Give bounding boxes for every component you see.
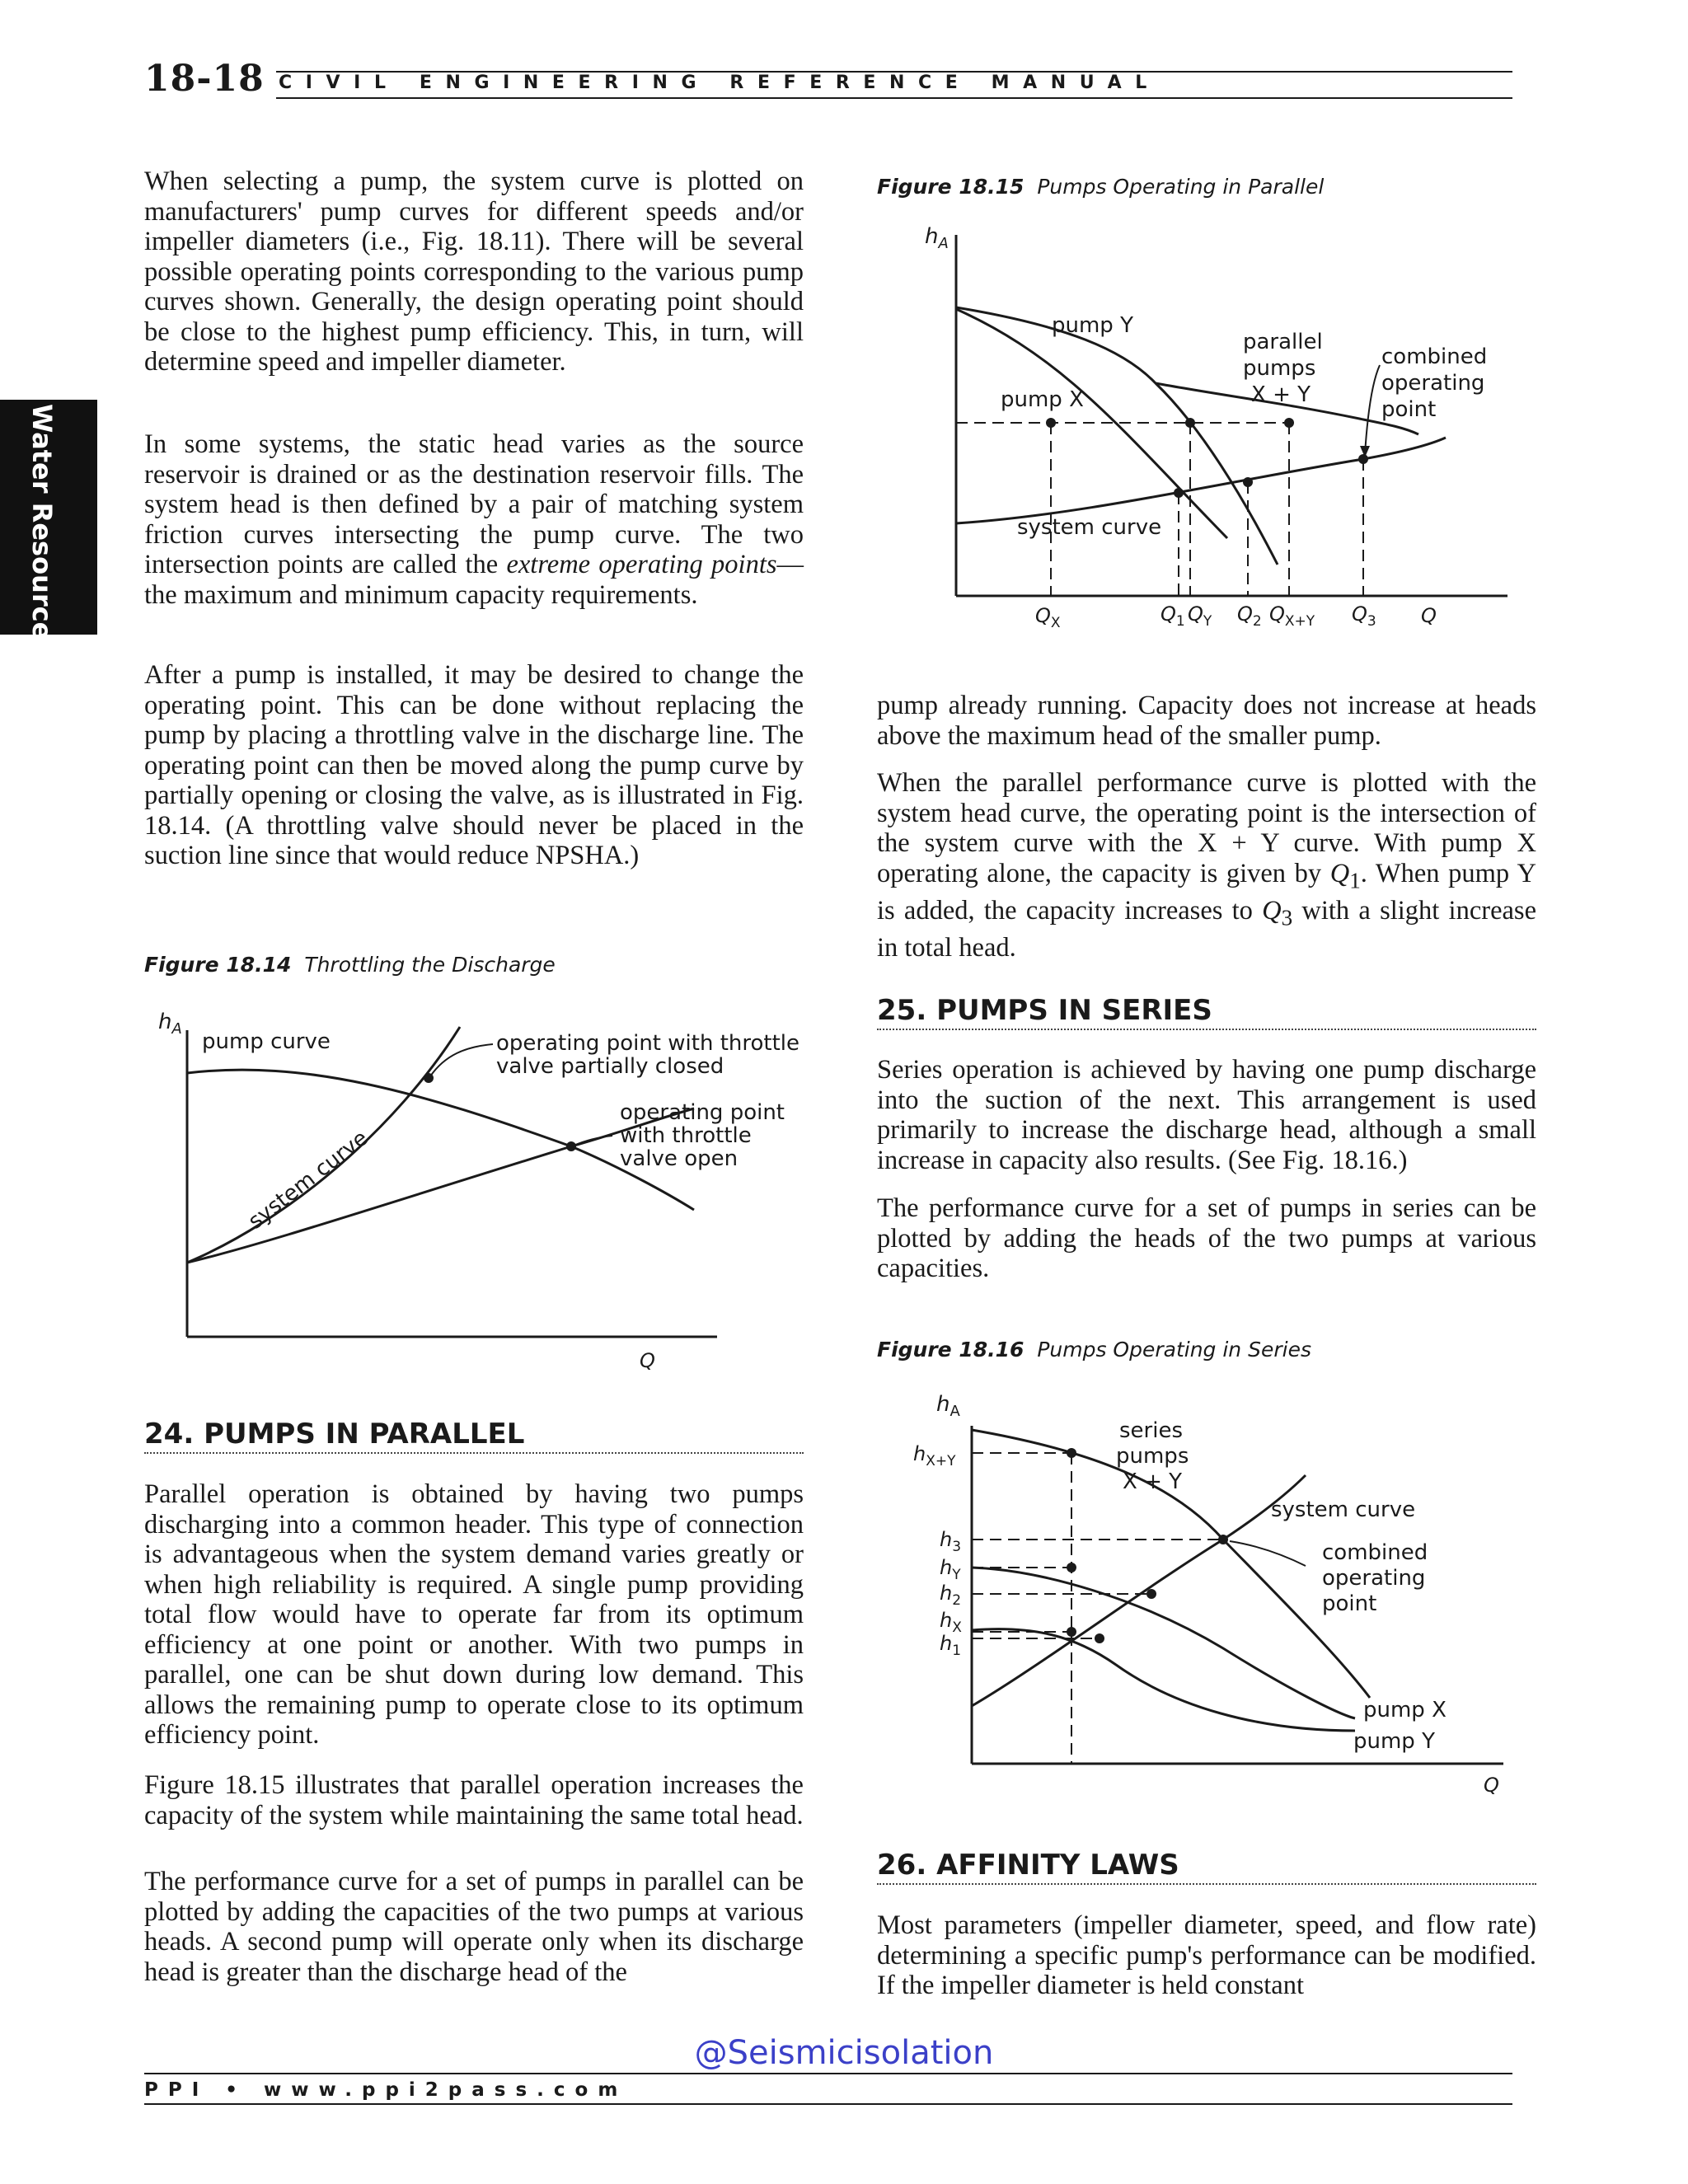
parallel-label: X + Y bbox=[1251, 382, 1311, 407]
pump-y-operating-point bbox=[1243, 477, 1253, 487]
paragraph: The performance curve for a set of pumps in parallel can be plotted by adding the capacities of the two pumps at various heads. A second pump will operate only when its discharge head is greater than the discharge head of the bbox=[144, 1867, 804, 1987]
right-para-3 bbox=[877, 1055, 1536, 1175]
leader-arrow bbox=[1230, 1541, 1306, 1566]
left-para-1 bbox=[144, 166, 804, 377]
parallel-label: pumps bbox=[1243, 356, 1316, 381]
left-para-4 bbox=[144, 1479, 804, 1750]
right-para-4 bbox=[877, 1193, 1536, 1284]
section-rule bbox=[144, 1452, 804, 1454]
pump-x-operating-point bbox=[1174, 488, 1184, 498]
tick-label: $Q_3$ bbox=[1352, 602, 1376, 630]
figure-caption bbox=[877, 175, 1324, 199]
x-axis-label: Q bbox=[1484, 1774, 1499, 1797]
para-text: with a slight increase in total head. bbox=[877, 895, 1536, 963]
y-axis-label: $h_A$ bbox=[158, 1010, 182, 1038]
pump-y-label: pump Y bbox=[1052, 313, 1133, 338]
paragraph bbox=[877, 768, 1536, 963]
system-curve-label: system curve bbox=[1271, 1497, 1416, 1522]
math-var: Q bbox=[1329, 858, 1350, 888]
para-text: . When pump Y is added, the capacity increases to bbox=[877, 858, 1536, 926]
open-point-label: valve open bbox=[620, 1146, 738, 1171]
watermark: @Seismicisolation bbox=[694, 2034, 994, 2072]
system-curve-throttled bbox=[187, 1027, 460, 1263]
combined-label: point bbox=[1381, 397, 1437, 422]
math-var: Q bbox=[1262, 895, 1282, 926]
footer-rule-bottom bbox=[144, 2103, 1512, 2105]
paragraph: Parallel operation is obtained by having two pumps discharging into a common header. This type of connection is advantageous when the system demand varies greatly or when high reliability is required. A single pump providing total flow would have to operate far from its optimum efficiency at one point or another. With two pumps in parallel, one can be shut down during low demand. This allows the remaining pump to operate close to its optimum efficiency point. bbox=[144, 1479, 804, 1750]
tick-label: $Q_X$ bbox=[1035, 604, 1061, 631]
leader-arrow bbox=[430, 1044, 493, 1076]
paragraph: When selecting a pump, the system curve is plotted on manufacturers' pump curves for different speeds and/or impeller diameters (i.e., Fig. 18.11). There will be several possible operating points corresponding to the various pump curves shown. Generally, the design operating point should be close to the highest pump efficiency. This, in turn, will determine speed and impeller diameter. bbox=[144, 166, 804, 377]
term-emphasis: extreme operating points bbox=[506, 550, 777, 579]
pump-y-point bbox=[1067, 1563, 1076, 1572]
system-curve-label: system curve bbox=[243, 1126, 373, 1235]
paragraph bbox=[144, 429, 804, 610]
right-para-1 bbox=[877, 691, 1536, 751]
footer-ppi: PPI • www.ppi2pass.com bbox=[144, 2079, 628, 2101]
pump-curve-line bbox=[187, 1070, 694, 1210]
math-sub: 1 bbox=[1349, 868, 1361, 893]
figure-caption bbox=[144, 953, 556, 977]
figure-number: Figure 18.16 bbox=[877, 1338, 1025, 1361]
paragraph: The performance curve for a set of pumps in series can be plotted by adding the heads of the two pumps at various capacities. bbox=[877, 1193, 1536, 1283]
h-label: $h_1$ bbox=[940, 1632, 962, 1659]
figure-parallel-diagram bbox=[877, 218, 1536, 647]
footer-rule bbox=[144, 2073, 1512, 2074]
series-label: pumps bbox=[1116, 1444, 1189, 1469]
system-curve-label: system curve bbox=[1017, 515, 1162, 540]
x-axis-label: Q bbox=[640, 1349, 655, 1372]
x-axis-label: Q bbox=[1421, 604, 1437, 627]
pump-x-label: pump X bbox=[1001, 387, 1084, 412]
series-label: series bbox=[1119, 1418, 1183, 1443]
y-axis-label: $h_A$ bbox=[925, 224, 949, 252]
figure-title: Pumps Operating in Series bbox=[1037, 1338, 1311, 1361]
pump-y-curve bbox=[972, 1568, 1355, 1718]
pump-y-point bbox=[1185, 418, 1195, 428]
leader-arrow bbox=[1365, 365, 1380, 454]
figure-number: Figure 18.14 bbox=[144, 953, 292, 977]
paragraph: Series operation is achieved by having one pump discharge into the suction of the next. This arrangement is used primarily to increase the discharge head, although a small increase in capacity also results. (See Fig. 18.16.) bbox=[877, 1055, 1536, 1175]
left-para-5 bbox=[144, 1770, 804, 1830]
figure-number: Figure 18.15 bbox=[877, 175, 1025, 199]
parallel-label: parallel bbox=[1243, 330, 1323, 354]
pump-x-operating-point bbox=[1095, 1633, 1104, 1643]
page-number: 18-18 bbox=[144, 58, 265, 100]
combined-label: point bbox=[1322, 1591, 1377, 1616]
y-axis-label: $h_A$ bbox=[936, 1392, 960, 1420]
combined-label: combined bbox=[1381, 344, 1488, 369]
pump-curve-label: pump curve bbox=[202, 1029, 331, 1054]
figure-caption bbox=[877, 1338, 1311, 1361]
left-para-6 bbox=[144, 1867, 804, 1987]
paragraph: Figure 18.15 illustrates that parallel operation increases the capacity of the system while maintaining the same total head. bbox=[144, 1770, 804, 1830]
tick-label: $Q_2$ bbox=[1237, 602, 1262, 630]
left-para-3 bbox=[144, 660, 804, 871]
section-rule bbox=[877, 1883, 1536, 1885]
system-curve-open bbox=[187, 1108, 694, 1263]
series-label: X + Y bbox=[1123, 1469, 1183, 1494]
section-heading: 26. AFFINITY LAWS bbox=[877, 1849, 1179, 1882]
header-rule bbox=[276, 71, 1512, 73]
combined-label: operating bbox=[1322, 1566, 1426, 1591]
section-heading: 25. PUMPS IN SERIES bbox=[877, 994, 1212, 1027]
math-sub: 3 bbox=[1281, 905, 1293, 930]
section-rule bbox=[877, 1029, 1536, 1030]
h-label: $h_Y$ bbox=[940, 1556, 961, 1583]
h-label: $h_2$ bbox=[940, 1582, 962, 1609]
tick-label: $Q_1$ bbox=[1160, 602, 1185, 630]
header-rule-bottom bbox=[276, 97, 1512, 99]
pump-x-point bbox=[1067, 1627, 1076, 1637]
throttled-point-label: operating point with throttle bbox=[496, 1031, 799, 1056]
combined-operating-point bbox=[1218, 1535, 1228, 1544]
open-point-label: operating point bbox=[620, 1100, 785, 1125]
running-title: CIVIL ENGINEERING REFERENCE MANUAL bbox=[279, 73, 1160, 93]
operating-point-open bbox=[566, 1141, 576, 1151]
figure-title: Pumps Operating in Parallel bbox=[1037, 175, 1325, 199]
tick-label: $Q_{X+Y}$ bbox=[1269, 602, 1315, 630]
system-curve-line bbox=[972, 1475, 1306, 1706]
para-text: When the parallel performance curve is plotted with the system head curve, the operating point is the intersection of the system curve with the X + Y curve. With pump X operating alone, the capacity is given by bbox=[877, 768, 1536, 888]
combined-operating-point bbox=[1358, 454, 1368, 464]
combined-label: operating bbox=[1381, 371, 1485, 396]
pump-y-label: pump Y bbox=[1353, 1729, 1435, 1754]
open-point-label: with throttle bbox=[620, 1123, 752, 1148]
paragraph: Most parameters (impeller diameter, speed, and flow rate) determining a specific pump's performance can be modified. If the impeller diameter is held constant bbox=[877, 1910, 1536, 2000]
paragraph: After a pump is installed, it may be desired to change the operating point. This can be done without replacing the pump by placing a throttling valve in the discharge line. The operating point can then be moved along the pump curve by partially opening or closing the valve, as is illustrated in Fig. 18.14. (A throttling valve should never be placed in the suction line since that would reduce NPSHA.) bbox=[144, 660, 804, 870]
side-tab-label: Water Resources bbox=[26, 404, 58, 656]
figure-throttling-diagram bbox=[140, 997, 808, 1376]
figure-title: Throttling the Discharge bbox=[304, 953, 556, 977]
h-label: $h_{X+Y}$ bbox=[913, 1442, 956, 1469]
left-para-2 bbox=[144, 429, 804, 610]
throttled-point-label: valve partially closed bbox=[496, 1054, 724, 1079]
figure-series-diagram bbox=[877, 1385, 1536, 1805]
pump-x-point bbox=[1046, 418, 1056, 428]
pump-x-curve bbox=[972, 1629, 1355, 1731]
pump-y-operating-point bbox=[1146, 1589, 1156, 1599]
right-para-5 bbox=[877, 1910, 1536, 2001]
pump-x-label: pump X bbox=[1363, 1698, 1447, 1722]
h-label: $h_3$ bbox=[940, 1528, 962, 1555]
combined-label: combined bbox=[1322, 1540, 1428, 1565]
right-para-2 bbox=[877, 768, 1536, 963]
tick-label: $Q_Y$ bbox=[1188, 602, 1212, 630]
paragraph: pump already running. Capacity does not increase at heads above the maximum head of the smaller pump. bbox=[877, 691, 1536, 751]
h-label: $h_X$ bbox=[940, 1609, 962, 1636]
para-text: —the maximum and minimum capacity requirements. bbox=[144, 550, 804, 610]
series-point bbox=[1067, 1448, 1076, 1458]
para-text: In some systems, the static head varies as the source reservoir is drained or as the destination reservoir fills. The system head is then defined by a pair of matching system friction curves intersecting the pump curve. The two intersection points are called the bbox=[144, 429, 804, 579]
parallel-point bbox=[1284, 418, 1294, 428]
section-heading: 24. PUMPS IN PARALLEL bbox=[144, 1418, 525, 1451]
